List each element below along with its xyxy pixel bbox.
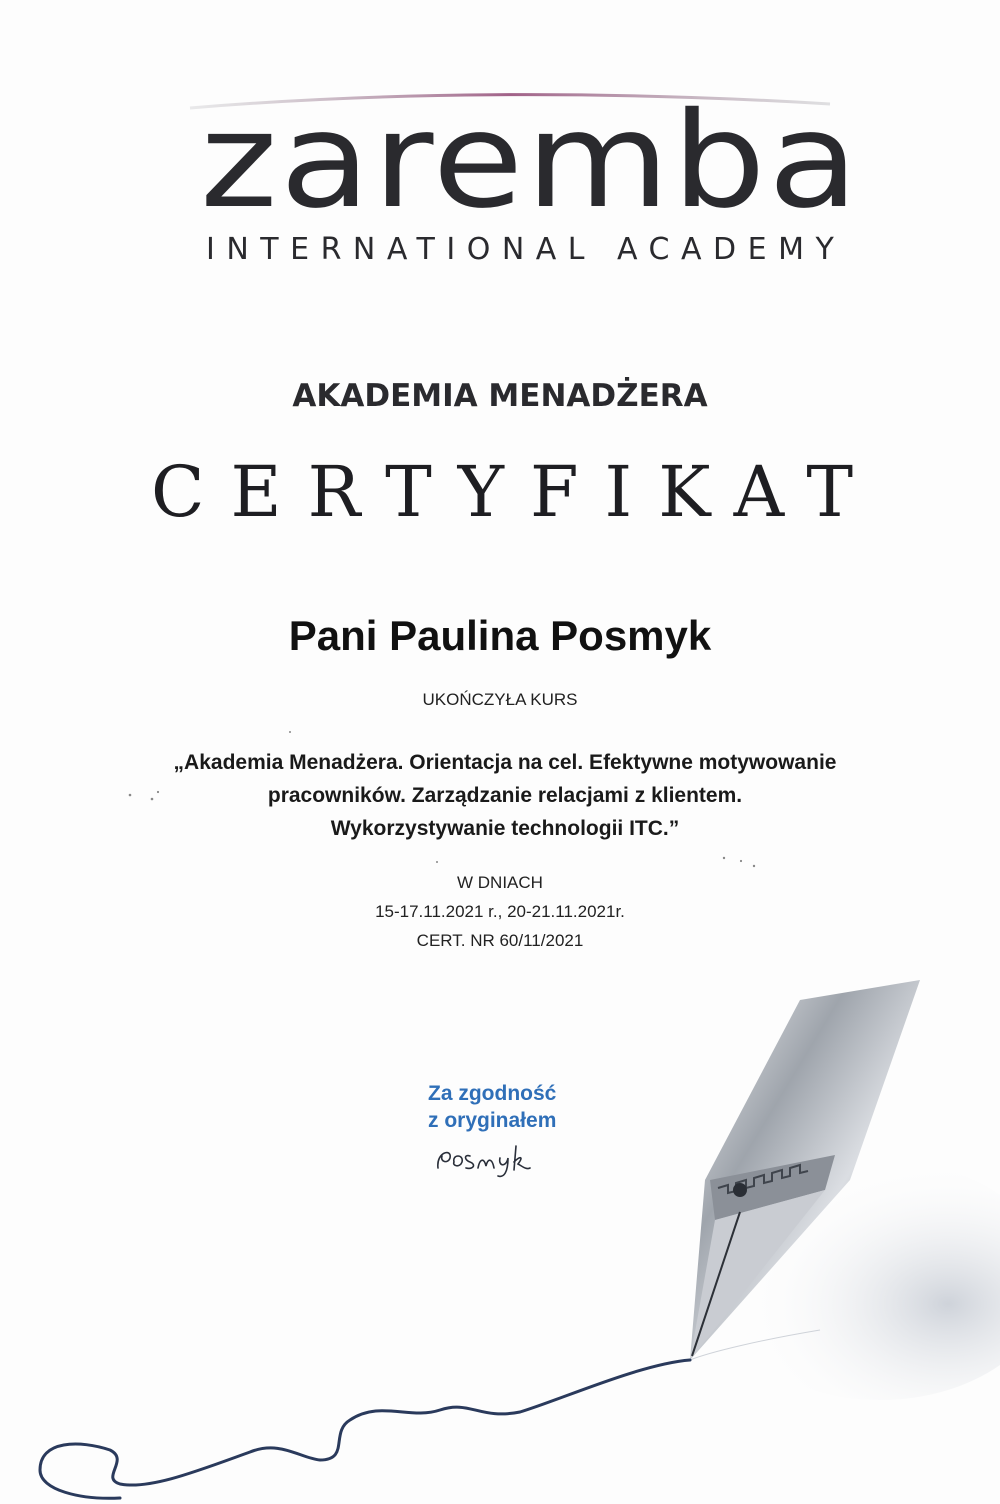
certificate-number: CERT. NR 60/11/2021 [416,931,584,950]
dates-label: W DNIACH [457,873,543,892]
logo-tagline: INTERNATIONAL ACADEMY [206,232,846,267]
conformity-stamp [428,1080,628,1134]
course-dates: 15-17.11.2021 r., 20-21.11.2021r. [375,902,625,921]
ink-flourish-line [0,1340,1000,1504]
course-line: pracowników. Zarządzanie relacjami z klientem. [267,784,743,807]
fountain-pen-illustration [620,980,1000,1400]
completed-label: UKOŃCZYŁA KURS [422,690,578,709]
stamp-line-2: z oryginałem [428,1109,557,1132]
course-description [150,746,860,845]
logo-wordmark: zaremba [200,84,861,238]
program-title: AKADEMIA MENADŻERA [292,378,708,414]
handwritten-signature [432,1138,552,1178]
course-line: Wykorzystywanie technologii ITC.” [330,817,680,840]
stamp-line-1: Za zgodność [428,1082,557,1105]
course-line: „Akademia Menadżera. Orientacja na cel. Efektywne motywowanie [173,751,837,774]
recipient-name: Pani Paulina Posmyk [288,612,712,659]
certificate-title: CERTYFIKAT [150,451,880,533]
